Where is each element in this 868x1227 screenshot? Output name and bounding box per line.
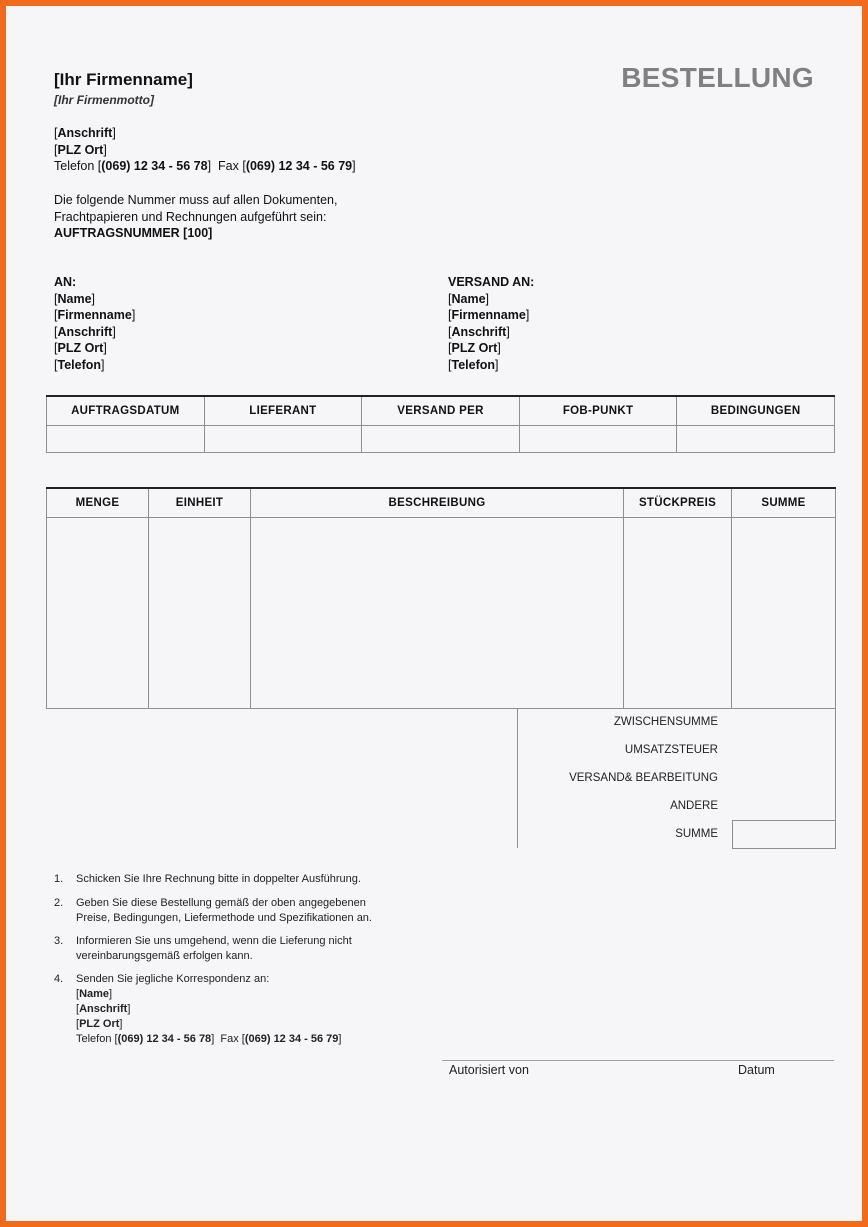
- ship-via-cell[interactable]: [362, 426, 520, 453]
- total-label: SUMME: [675, 828, 718, 840]
- header-fob-point: FOB-PUNKT: [519, 396, 677, 426]
- header-terms: BEDINGUNGEN: [677, 396, 835, 426]
- instruction-3: [54, 934, 414, 964]
- ship-to-phone: Telefon: [451, 357, 496, 372]
- ship-to-block: VERSAND AN: [Name] [Firmenname] [Anschrift] [PLZ Ort] [Telefon]: [448, 275, 535, 372]
- sender-city: PLZ Ort: [57, 142, 104, 157]
- notice-line-1: Die folgende Nummer muss auf allen Dokumenten,: [54, 193, 338, 207]
- quantity-column[interactable]: [47, 518, 149, 709]
- authorized-by-label: Autorisiert von: [449, 1063, 529, 1077]
- recipient-company: Firmenname: [57, 308, 132, 322]
- supplier-cell[interactable]: [204, 426, 362, 453]
- instruction-1-text: Schicken Sie Ihre Rechnung bitte in doppelter Ausführung.: [76, 873, 361, 885]
- company-motto: [Ihr Firmenmotto]: [54, 93, 154, 107]
- recipient-city: PLZ Ort: [57, 341, 104, 355]
- order-number-notice: [54, 192, 337, 242]
- totals-values-column[interactable]: [732, 708, 836, 820]
- tax-label: UMSATZSTEUER: [624, 744, 718, 756]
- correspondence-name: Name: [79, 988, 110, 1000]
- header-unit-price: STÜCKPREIS: [624, 488, 732, 518]
- fob-point-cell[interactable]: [519, 426, 677, 453]
- sender-address: [Anschrift] [PLZ Ort] Telefon [(069) 12 34 - 56 78] Fax [(069) 12 34 - 56 79]: [54, 126, 356, 173]
- instruction-3-line-1: Informieren Sie uns umgehend, wenn die Lieferung nicht: [76, 935, 352, 947]
- shipping-label: VERSAND& BEARBEITUNG: [569, 772, 718, 784]
- sender-street: Anschrift: [57, 126, 113, 140]
- line-items-table: [46, 487, 836, 709]
- other-label: ANDERE: [670, 800, 718, 812]
- instruction-3-number: 3.: [54, 935, 64, 947]
- instruction-3-line-2: vereinbarungsgemäß erfolgen kann.: [76, 950, 253, 962]
- sender-fax-label: Fax: [218, 159, 239, 173]
- correspondence-phone: (069) 12 34 - 56 78: [117, 1033, 212, 1045]
- recipient-street: Anschrift: [57, 324, 113, 339]
- ship-to-company: Firmenname: [451, 308, 526, 322]
- order-number: AUFTRAGSNUMMER [100]: [54, 226, 213, 240]
- correspondence-city: PLZ Ort: [79, 1018, 120, 1030]
- unit-price-column[interactable]: [624, 518, 732, 709]
- correspondence-fax: (069) 12 34 - 56 79: [244, 1033, 339, 1045]
- ship-to-name: Name: [451, 291, 486, 306]
- instruction-2-line-1: Geben Sie diese Bestellung gemäß der oben angegebenen: [76, 897, 366, 909]
- header-quantity: MENGE: [47, 488, 149, 518]
- terms-cell[interactable]: [677, 426, 835, 453]
- header-unit: EINHEIT: [149, 488, 251, 518]
- correspondence-fax-label: Fax: [220, 1033, 239, 1045]
- instruction-1-number: 1.: [54, 873, 64, 885]
- ship-to-city: PLZ Ort: [451, 341, 498, 355]
- correspondence-phone-label: Telefon: [76, 1033, 112, 1045]
- unit-column[interactable]: [149, 518, 251, 709]
- instruction-1: [54, 872, 414, 887]
- notice-line-2: Frachtpapieren und Rechnungen aufgeführt sein:: [54, 209, 327, 224]
- header-line-total: SUMME: [732, 488, 836, 518]
- company-name: [Ihr Firmenname]: [54, 70, 193, 89]
- description-column[interactable]: [251, 518, 624, 709]
- recipient-phone: Telefon: [57, 357, 102, 372]
- recipient-block: AN: [Name] [Firmenname] [Anschrift] [PLZ Ort] [Telefon]: [54, 275, 136, 372]
- date-label: Datum: [738, 1063, 775, 1077]
- instruction-2: [54, 896, 414, 926]
- header-ship-via: VERSAND PER: [362, 396, 520, 426]
- correspondence-street: Anschrift: [79, 1003, 128, 1015]
- sender-phone: (069) 12 34 - 56 78: [101, 159, 208, 173]
- ship-to-street: Anschrift: [451, 324, 507, 339]
- instruction-2-number: 2.: [54, 897, 64, 909]
- sender-phone-label: Telefon: [54, 159, 95, 173]
- header-order-date: AUFTRAGSDATUM: [47, 396, 205, 426]
- recipient-label: AN:: [54, 275, 77, 289]
- totals-section: [517, 708, 836, 848]
- document-title: BESTELLUNG: [621, 62, 814, 93]
- ship-to-label: VERSAND AN:: [448, 275, 535, 289]
- order-date-cell[interactable]: [47, 426, 205, 453]
- instruction-4-text: Senden Sie jegliche Korrespondenz an:: [76, 973, 270, 985]
- order-info-table: [46, 395, 835, 453]
- line-total-column[interactable]: [732, 518, 836, 709]
- instruction-4-number: 4.: [54, 973, 64, 985]
- total-value-box[interactable]: [732, 820, 836, 849]
- sender-fax: (069) 12 34 - 56 79: [245, 159, 353, 173]
- instruction-4: 4. Senden Sie jegliche Korrespondenz an: [Name] [Anschrift] [PLZ Ort] Telefon [(069) 12 34 - 56 78] Fax [(069) 12 34 - 56 79]: [54, 972, 414, 1047]
- header-description: BESCHREIBUNG: [251, 488, 624, 518]
- instruction-2-line-2: Preise, Bedingungen, Liefermethode und Spezifikationen an.: [76, 912, 372, 924]
- recipient-name: Name: [57, 291, 92, 306]
- signature-line[interactable]: [442, 1060, 834, 1061]
- subtotal-label: ZWISCHENSUMME: [613, 716, 718, 728]
- header-supplier: LIEFERANT: [204, 396, 362, 426]
